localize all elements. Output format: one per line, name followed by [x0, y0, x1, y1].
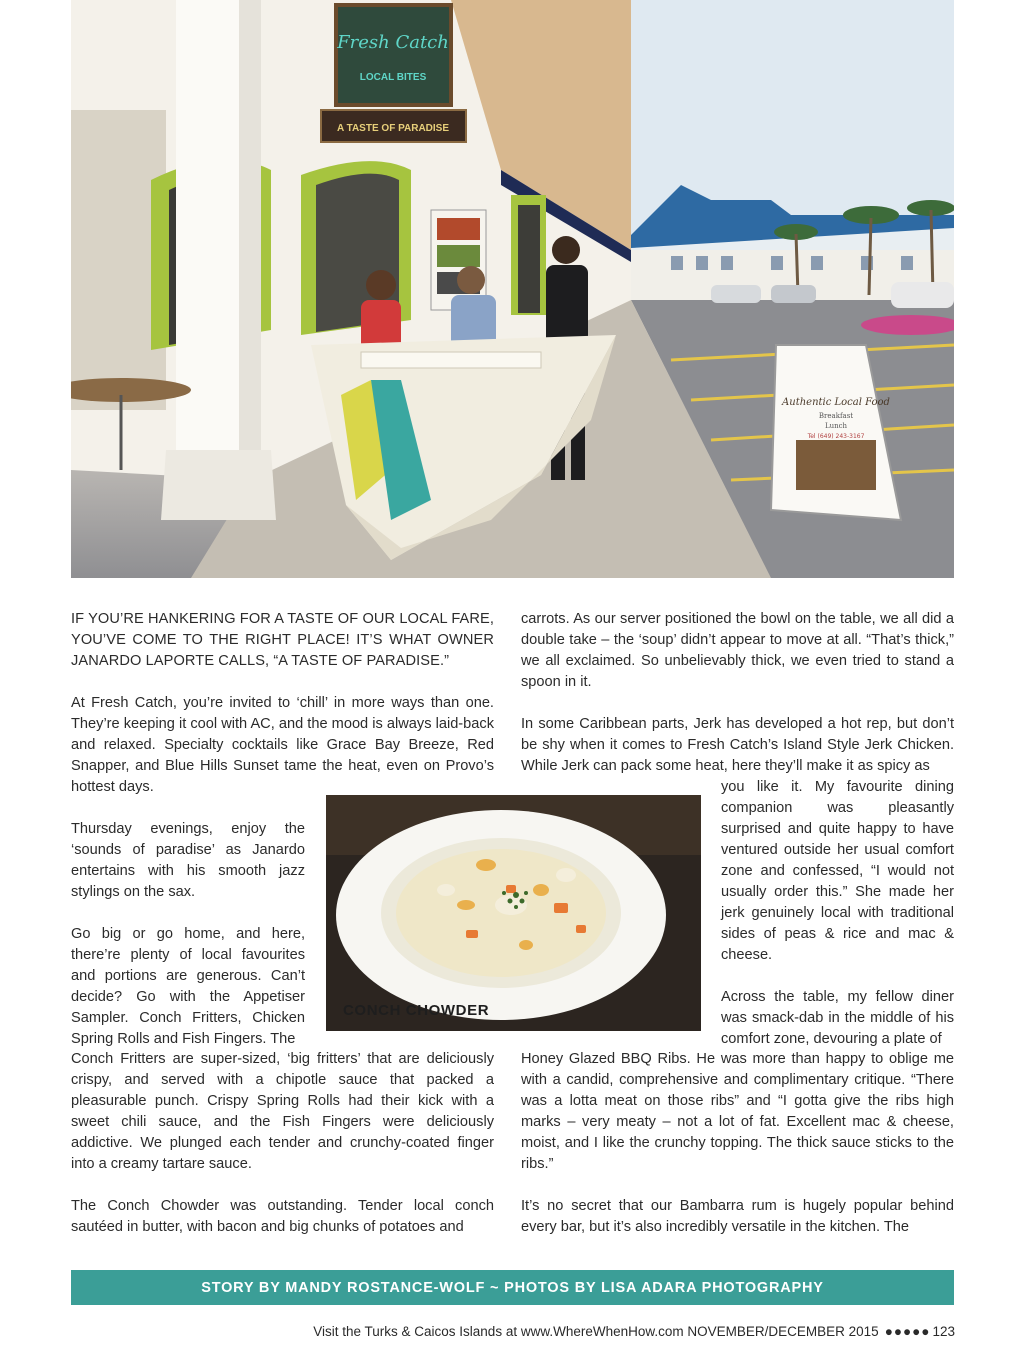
article-lede: IF YOU’RE HANKERING FOR A TASTE OF OUR LOCAL FARE, YOU’VE COME TO THE RIGHT PLACE! IT’S WHAT OWNER JANARDO LAPORTE CALLS, “A TASTE OF PARADISE.” [71, 611, 494, 669]
article-column-right-bottom [521, 1049, 954, 1238]
page-footer [313, 1324, 955, 1339]
photo-caption: CONCH CHOWDER [343, 1002, 490, 1019]
footer-dots: ●●●●● [884, 1324, 931, 1339]
paragraph-jerk-part1: In some Caribbean parts, Jerk has developed a hot rep, but don’t be shy when it comes to Fresh Catch’s Island Style Jerk Chicken. While Jerk can pack some heat, here they’ll make it as spicy as [521, 716, 954, 774]
credit-text: STORY BY MANDY ROSTANCE-WOLF ~ PHOTOS BY LISA ADARA PHOTOGRAPHY [201, 1279, 824, 1296]
paragraph-thursday: Thursday evenings, enjoy the ‘sounds of paradise’ as Janardo entertains with his smooth jazz stylings on the sax. [71, 821, 305, 900]
hero-photo-restaurant [71, 0, 954, 578]
sign-name-text: Fresh Catch [337, 32, 449, 53]
article-column-left-bottom [71, 1049, 494, 1238]
paragraph-across-part1: Across the table, my fellow diner was smack-dab in the middle of his comfort zone, devouring a plate of [721, 989, 954, 1047]
paragraph-gobig-part1: Go big or go home, and here, there’re plenty of local favourites and portions are generous. Can’t decide? Go with the Appetiser Sampler. Conch Fritters, Chicken Spring Rolls and Fish Fingers. The [71, 926, 305, 1047]
footer-text: Visit the Turks & Caicos Islands at www.WhereWhenHow.com NOVEMBER/DECEMBER 2015 [313, 1324, 879, 1339]
aboard-title-text: Authentic Local Food [782, 397, 890, 408]
aboard-phone-text: Tel (649) 243-3167 [807, 433, 865, 440]
article-column-right-top [521, 609, 954, 777]
article-column-left-narrow [71, 819, 305, 1050]
paragraph-chill: At Fresh Catch, you’re invited to ‘chill’ in more ways than one. They’re keeping it cool with AC, and the mood is always laid-back and relaxed. Specialty cocktails like Grace Bay Breeze, Red Snapper, and Blue Hills Sunset tame the heat, even on Provo’s hottest days. [71, 695, 494, 795]
conch-chowder-photo [326, 795, 701, 1031]
paragraph-carrots: carrots. As our server positioned the bowl on the table, we all did a double take – the ‘soup’ didn’t appear to move at all. “That’s thick,” we all exclaimed. So unbelievably thick, we even tried to stand a spoon in it. [521, 611, 954, 690]
article-column-right-narrow [721, 777, 954, 1050]
aboard-line2-text: Lunch [824, 422, 848, 430]
paragraph-across-part2: Honey Glazed BBQ Ribs. He was more than happy to oblige me with a candid, comprehensive and complimentary critique. “There was a lotta meat on those ribs” and “I gotta give the ribs high marks – very meaty – not a lot of fat. Excellent mac & cheese, moist, and I like the crunchy topping. The thick sauce sticks to the ribs.” [521, 1051, 954, 1172]
aboard-line1-text: Breakfast [818, 412, 854, 420]
sign-tagline-text: A TASTE OF PARADISE [336, 123, 450, 134]
paragraph-bambarra: It’s no secret that our Bambarra rum is hugely popular behind every bar, but it’s also incredibly versatile in the kitchen. The [521, 1198, 954, 1235]
paragraph-jerk-part2: you like it. My favourite dining companion was pleasantly surprised and quite happy to have ventured outside her usual comfort zone and confessed, “I would not usually order this.” She made her jerk genuinely local with traditional sides of peas & rice and mac & cheese. [721, 779, 954, 963]
paragraph-gobig-part2: Conch Fritters are super-sized, ‘big fritters’ that are deliciously crispy, and served with a chipotle sauce that packed a pleasurable punch. Crispy Spring Rolls had their kick with a sweet chili sauce, and the Fish Fingers were deliciously addictive. We plunged each tender and crunchy-coated finger into a creamy tartare sauce. [71, 1051, 494, 1172]
article-column-left-top [71, 609, 494, 798]
page-number: 123 [932, 1324, 955, 1339]
credit-bar [71, 1270, 954, 1305]
paragraph-chowder: The Conch Chowder was outstanding. Tender local conch sautéed in butter, with bacon and big chunks of potatoes and [71, 1198, 494, 1235]
sign-sub-text: LOCAL BITES [359, 72, 427, 83]
